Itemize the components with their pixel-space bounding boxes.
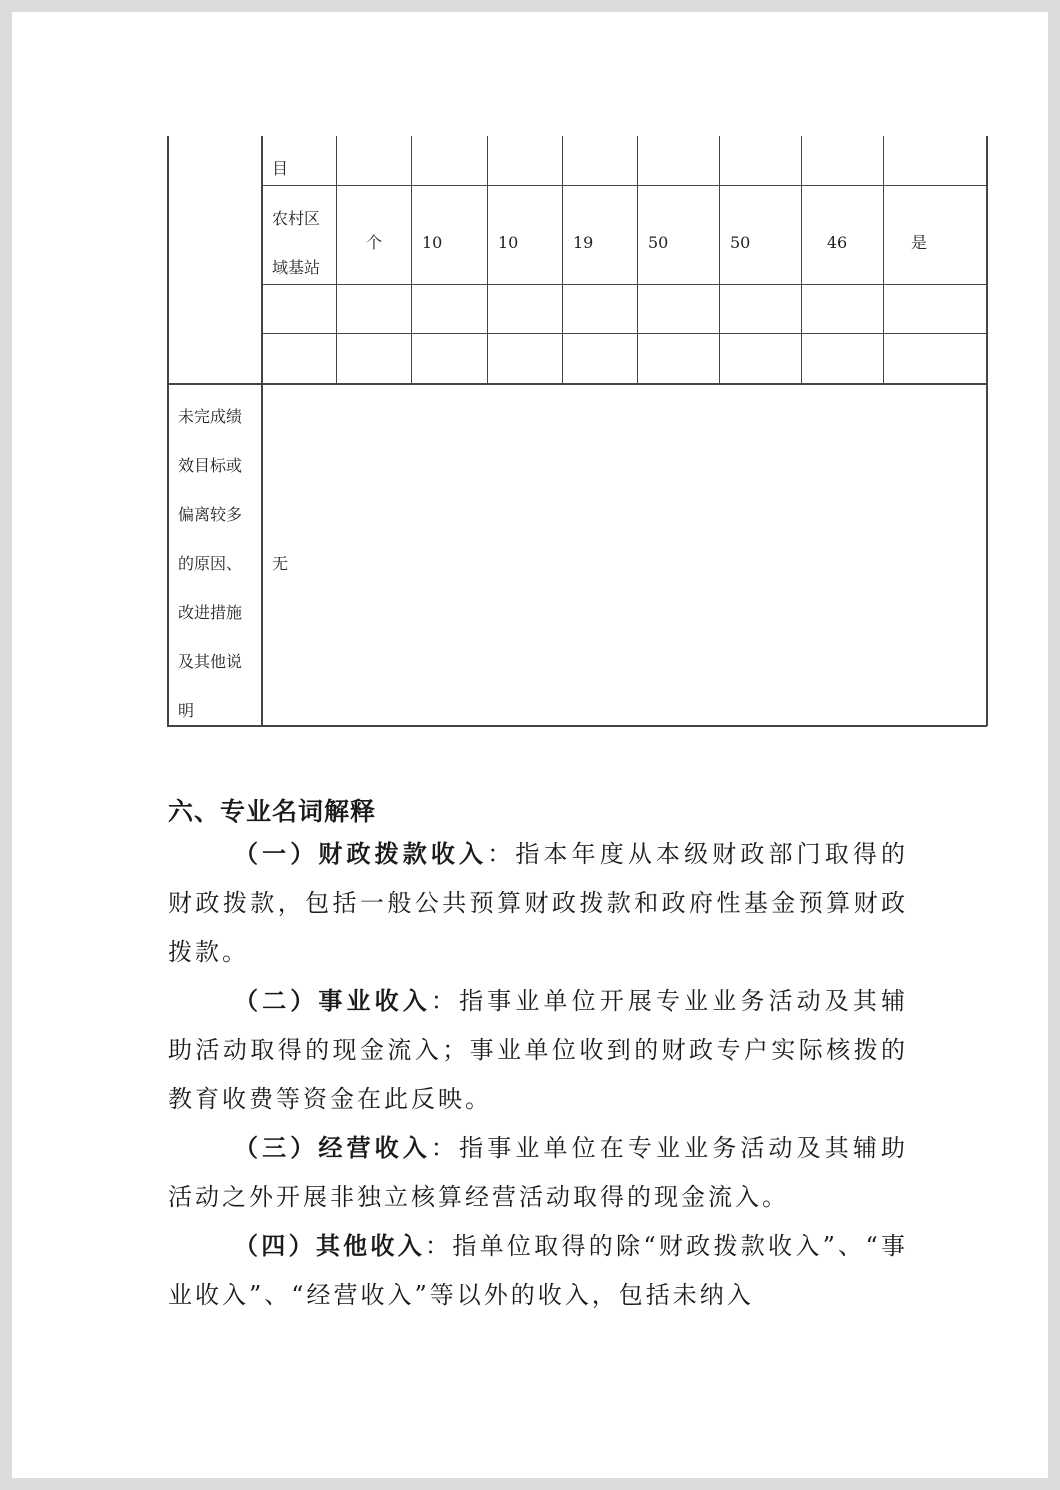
definition-separator: ： [425, 1232, 453, 1260]
table-col-line [336, 136, 337, 384]
definition-separator: ： [430, 1134, 460, 1162]
table-row-line [167, 383, 987, 385]
remarks-label: 改进措施 [178, 603, 243, 622]
table-row-line [261, 185, 987, 186]
definition-term: （二）事业收入 [234, 987, 431, 1015]
definition-paragraph [168, 830, 908, 977]
definition-text: 指事业单位在专业业务活动及其辅助活动之外开展非独立核算经营活动取得的现金流入。 [168, 1134, 909, 1211]
definition-text: 指本年度从本级财政部门取得的财政拨款，包括一般公共预算财政拨款和政府性基金预算财政拨款。 [168, 840, 909, 966]
remarks-label: 偏离较多 [178, 505, 243, 524]
table-border-bottom [167, 725, 987, 727]
value-cell: 10 [498, 233, 519, 252]
definition-term: （四）其他收入 [234, 1232, 426, 1260]
table-col-line [562, 136, 563, 384]
table-border-left [167, 136, 169, 726]
value-cell: 50 [730, 233, 751, 252]
document-page [12, 12, 1048, 1478]
remarks-label: 效目标或 [178, 456, 243, 475]
table-border-right [986, 136, 988, 726]
table-col-line [487, 136, 488, 384]
remarks-label: 明 [178, 701, 195, 720]
table-col-line [411, 136, 412, 384]
remarks-label: 及其他说 [178, 652, 243, 671]
definition-term: （一）财政拨款收入 [234, 840, 488, 868]
table-col-line [719, 136, 720, 384]
definition-text: 指单位取得的除“财政拨款收入”、“事业收入”、“经营收入”等以外的收入，包括未纳入 [168, 1232, 909, 1309]
table-divider-label [261, 136, 263, 726]
definition-separator: ： [430, 987, 460, 1015]
table-row-line [261, 284, 987, 285]
section-title: 六、专业名词解释 [168, 797, 377, 826]
value-cell: 10 [422, 233, 443, 252]
indicator-name-cell: 目 [272, 159, 289, 178]
table-col-line [801, 136, 802, 384]
indicator-name-cell: 农村区 [272, 209, 321, 228]
indicator-name-cell: 域基站 [272, 258, 321, 277]
remarks-value: 无 [272, 554, 289, 573]
definition-paragraph [168, 1124, 908, 1222]
definition-term: （三）经营收入 [234, 1134, 431, 1162]
remarks-label: 未完成绩 [178, 407, 243, 426]
definition-paragraph [168, 977, 908, 1124]
table-col-line [883, 136, 884, 384]
definition-paragraph [168, 1222, 908, 1320]
remarks-label: 的原因、 [178, 554, 243, 573]
value-cell: 46 [826, 233, 848, 252]
completion-cell: 是 [911, 233, 928, 252]
definition-separator: ： [487, 840, 516, 868]
unit-cell: 个 [365, 233, 382, 252]
table-row-line [261, 333, 987, 334]
definition-text: 指事业单位开展专业业务活动及其辅助活动取得的现金流入；事业单位收到的财政专户实际核拨的教育收费等资金在此反映。 [168, 987, 909, 1113]
value-cell: 50 [648, 233, 669, 252]
table-col-line [637, 136, 638, 384]
value-cell: 19 [573, 233, 594, 252]
